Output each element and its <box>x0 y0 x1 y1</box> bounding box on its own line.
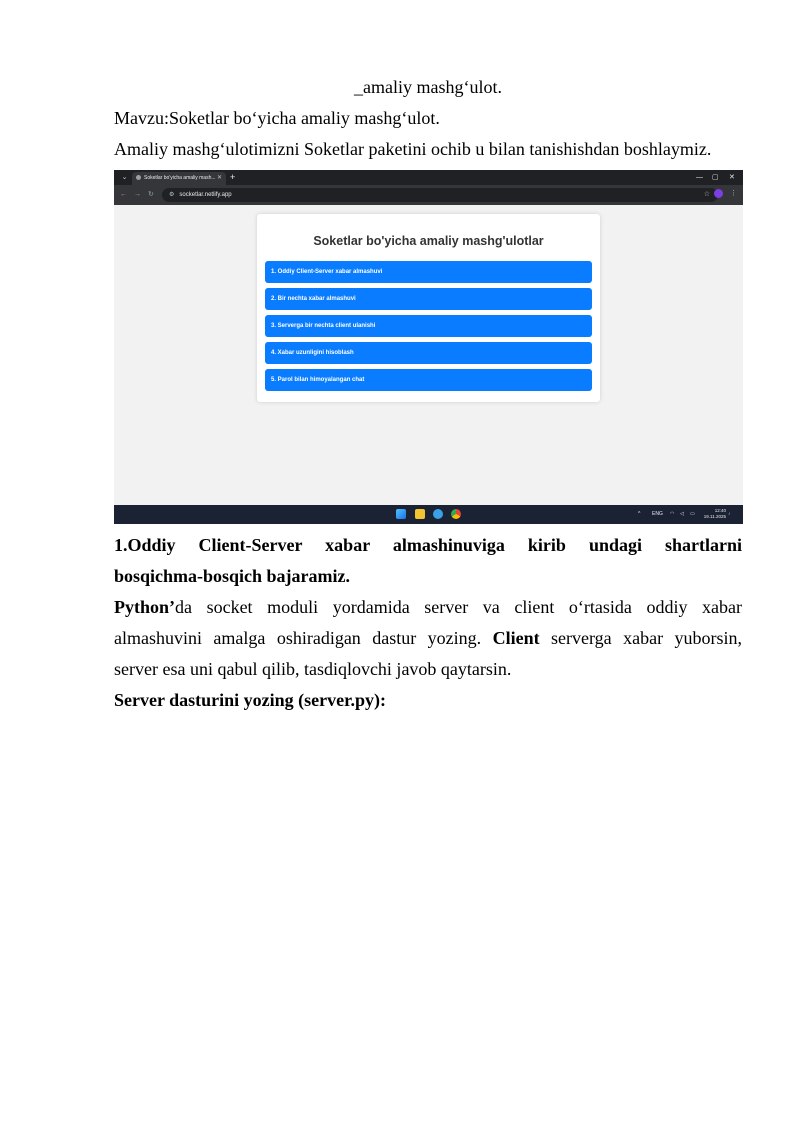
paragraph-text-3: serverga xabar yuborsin, <box>551 628 743 648</box>
python-term: Python’ <box>114 597 176 617</box>
tab-title: Soketlar bo'yicha amaliy mash... <box>144 175 216 181</box>
paragraph-line-3: server esa uni qabul qilib, tasdiqlovchi javob qaytarsin. <box>114 659 512 679</box>
heading1-line1: 1.Oddiy Client-Server xabar almashinuviga kirib undagi shartlarni <box>114 535 742 555</box>
lessons-card <box>257 214 600 402</box>
section-heading-1 <box>114 530 742 561</box>
profile-icon[interactable] <box>714 189 723 198</box>
section-heading-2 <box>114 685 742 716</box>
heading2-text: Server dasturini yozing (server.py): <box>114 690 386 710</box>
url-input[interactable] <box>162 188 718 202</box>
start-icon[interactable] <box>396 509 406 519</box>
chrome-icon[interactable] <box>451 509 461 519</box>
intro-line: Amaliy mashg‘ulotimizni Soketlar paketini ochib u bilan tanishishdan boshlaymiz. <box>114 139 712 159</box>
document-title: _amaliy mashg‘ulot. <box>354 77 502 97</box>
topic-line: Mavzu:Soketlar bo‘yicha amaliy mashg‘ulot. <box>114 108 440 128</box>
clock[interactable] <box>704 508 726 520</box>
clock-date: 19.11.2025 <box>703 514 726 519</box>
menu-item-1[interactable]: 1. Oddiy Client-Server xabar almashuvi <box>265 261 592 283</box>
tab-search-icon[interactable]: ⌄ <box>121 174 128 181</box>
card-title: Soketlar bo'yicha amaliy mashg'ulotlar <box>313 234 544 248</box>
volume-icon[interactable]: ◁ <box>680 511 684 517</box>
notification-bell-icon[interactable]: ♪ <box>728 511 731 517</box>
chevron-up-icon[interactable]: ^ <box>638 511 641 517</box>
language-indicator[interactable]: ENG <box>652 511 663 517</box>
tab-bar <box>114 170 743 185</box>
paragraph-line-2 <box>114 623 742 654</box>
menu-item-4[interactable]: 4. Xabar uzunligini hisoblash <box>265 342 592 364</box>
taskbar <box>114 505 743 524</box>
browser-screenshot <box>114 170 743 524</box>
clock-time: 12:40 <box>714 508 726 513</box>
back-icon[interactable]: ← <box>120 191 127 198</box>
bookmark-star-icon[interactable]: ☆ <box>703 191 710 198</box>
browser-menu-icon[interactable]: ⋮ <box>730 190 737 197</box>
menu-item-2[interactable]: 2. Bir nechta xabar almashuvi <box>265 288 592 310</box>
url-text: socketlar.netlify.app <box>179 192 232 198</box>
browser-tab[interactable] <box>132 172 226 185</box>
address-bar-row <box>114 185 743 205</box>
paragraph-text-1: da socket moduli yordamida server va client o‘rtasida oddiy xabar <box>175 597 742 617</box>
wifi-icon[interactable]: ◠ <box>670 511 675 517</box>
heading1-line2: bosqichma-bosqich bajaramiz. <box>114 566 351 586</box>
paragraph-line-1 <box>114 592 742 623</box>
client-term: Client <box>492 628 540 648</box>
window-close-icon[interactable]: ✕ <box>729 174 735 181</box>
document-page <box>114 72 742 716</box>
restore-icon[interactable]: ▢ <box>712 174 719 181</box>
edge-icon[interactable] <box>433 509 443 519</box>
site-info-icon[interactable]: ⚙ <box>169 192 175 198</box>
file-explorer-icon[interactable] <box>415 509 425 519</box>
minimize-icon[interactable]: — <box>696 174 703 181</box>
new-tab-icon[interactable]: + <box>230 172 236 182</box>
forward-icon[interactable]: → <box>134 191 141 198</box>
menu-item-5[interactable]: 5. Parol bilan himoyalangan chat <box>265 369 592 391</box>
section-heading-1b <box>114 561 742 592</box>
paragraph-text-2: almashuvini amalga oshiradigan dastur yozing. <box>114 628 482 648</box>
reload-icon[interactable]: ↻ <box>148 191 154 198</box>
menu-item-3[interactable]: 3. Serverga bir nechta client ulanishi <box>265 315 592 337</box>
battery-icon[interactable]: ▭ <box>690 511 695 517</box>
close-tab-icon[interactable]: ✕ <box>216 175 222 181</box>
favicon-icon <box>136 175 141 180</box>
